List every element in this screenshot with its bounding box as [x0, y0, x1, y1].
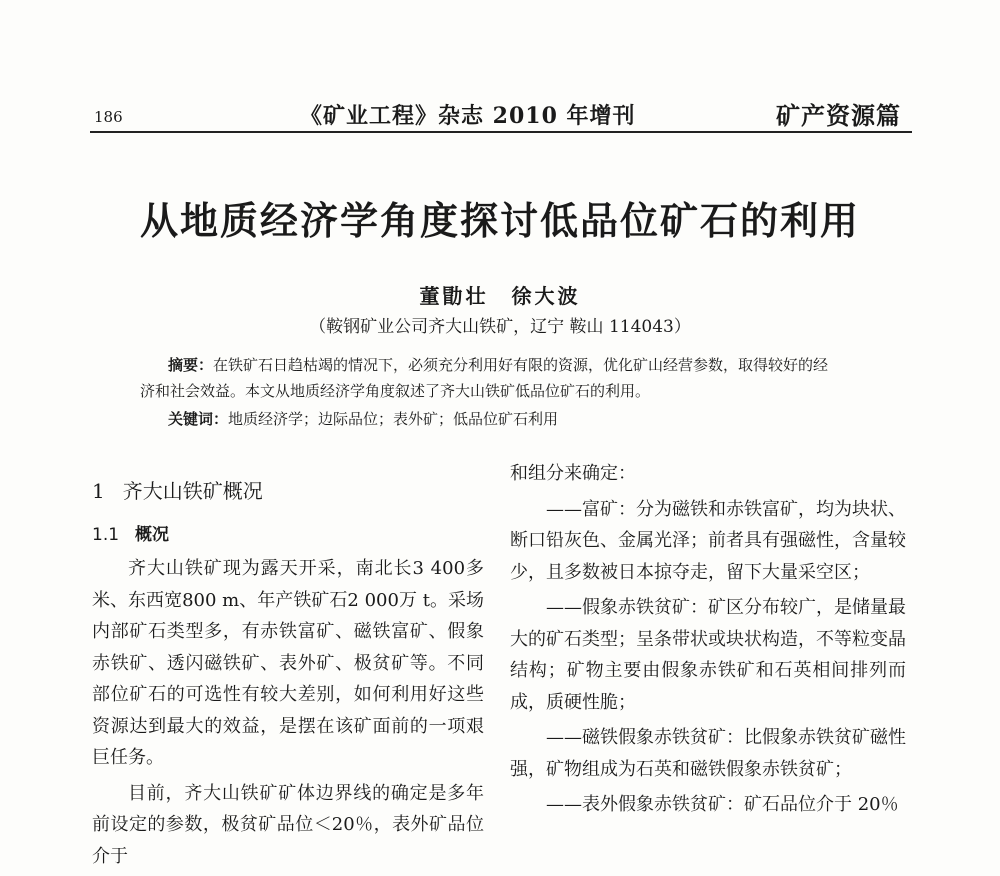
abstract-text-1: 在铁矿石日趋枯竭的情况下，必须充分利用好有限的资源，优化矿山经营参数，取得较好的经: [213, 356, 829, 374]
paragraph: ——表外假象赤铁贫矿：矿石品位介于 20％: [546, 794, 899, 815]
section-name: 矿产资源篇: [776, 101, 901, 130]
abstract-label: 摘要：: [168, 356, 214, 374]
section-title: 齐大山铁矿概况: [122, 479, 263, 503]
keywords-label: 关键词：: [168, 410, 229, 428]
left-column: [92, 470, 484, 876]
subsection-title: 概况: [135, 524, 170, 545]
paragraph: 目前，齐大山铁矿矿体边界线的确定是多年前设定的参数，极贫矿品位＜20％，表外矿品位介于: [92, 782, 484, 867]
paragraph: ——富矿：分为磁铁和赤铁富矿，均为块状、断口铅灰色、金属光泽；前者具有强磁性，含量较少，且多数被日本掠夺走，留下大量采空区；: [510, 498, 906, 583]
keywords-text: 地质经济学；边际品位；表外矿；低品位矿石利用: [228, 410, 559, 428]
section-heading-1: [92, 476, 484, 508]
journal-name: 《矿业工程》杂志 2010 年增刊: [300, 103, 636, 129]
subsection-heading-1-1: [92, 520, 484, 552]
affiliation: （鞍钢矿业公司齐大山铁矿，辽宁 鞍山 114043）: [309, 317, 691, 337]
abstract: [140, 352, 860, 404]
paragraph: 和组分来确定：: [510, 463, 636, 484]
right-column: [510, 458, 906, 825]
page-number: 186: [94, 108, 123, 126]
header-rule: [90, 131, 912, 133]
keywords: [168, 406, 868, 432]
article-title: 从地质经济学角度探讨低品位矿石的利用: [139, 198, 860, 243]
subsection-number: 1.1: [92, 524, 120, 545]
paragraph: ——假象赤铁贫矿：矿区分布较广，是储量最大的矿石类型；呈条带状或块状构造，不等粒变晶结构；矿物主要由假象赤铁矿和石英相间排列而成，质硬性脆；: [510, 597, 906, 713]
paragraph: ——磁铁假象赤铁贫矿：比假象赤铁贫矿磁性强，矿物组成为石英和磁铁假象赤铁贫矿；: [510, 727, 906, 780]
abstract-text-2: 济和社会效益。本文从地质经济学角度叙述了齐大山铁矿低品位矿石的利用。: [140, 382, 651, 400]
abstract-line-1: [140, 352, 860, 378]
section-number: 1: [92, 479, 105, 503]
paragraph: 齐大山铁矿现为露天开采，南北长3 400多米、东西宽800 m、年产铁矿石2 000万 t。采场内部矿石类型多，有赤铁富矿、磁铁富矿、假象赤铁矿、透闪磁铁矿、表外矿、极贫矿等。不同部位矿石的可选性有较大差别，如何利用好这些资源达到最大的效益，是摆在该矿面前的一项艰巨任务。: [92, 558, 484, 768]
authors: 董勖壮 徐大波: [419, 284, 581, 308]
